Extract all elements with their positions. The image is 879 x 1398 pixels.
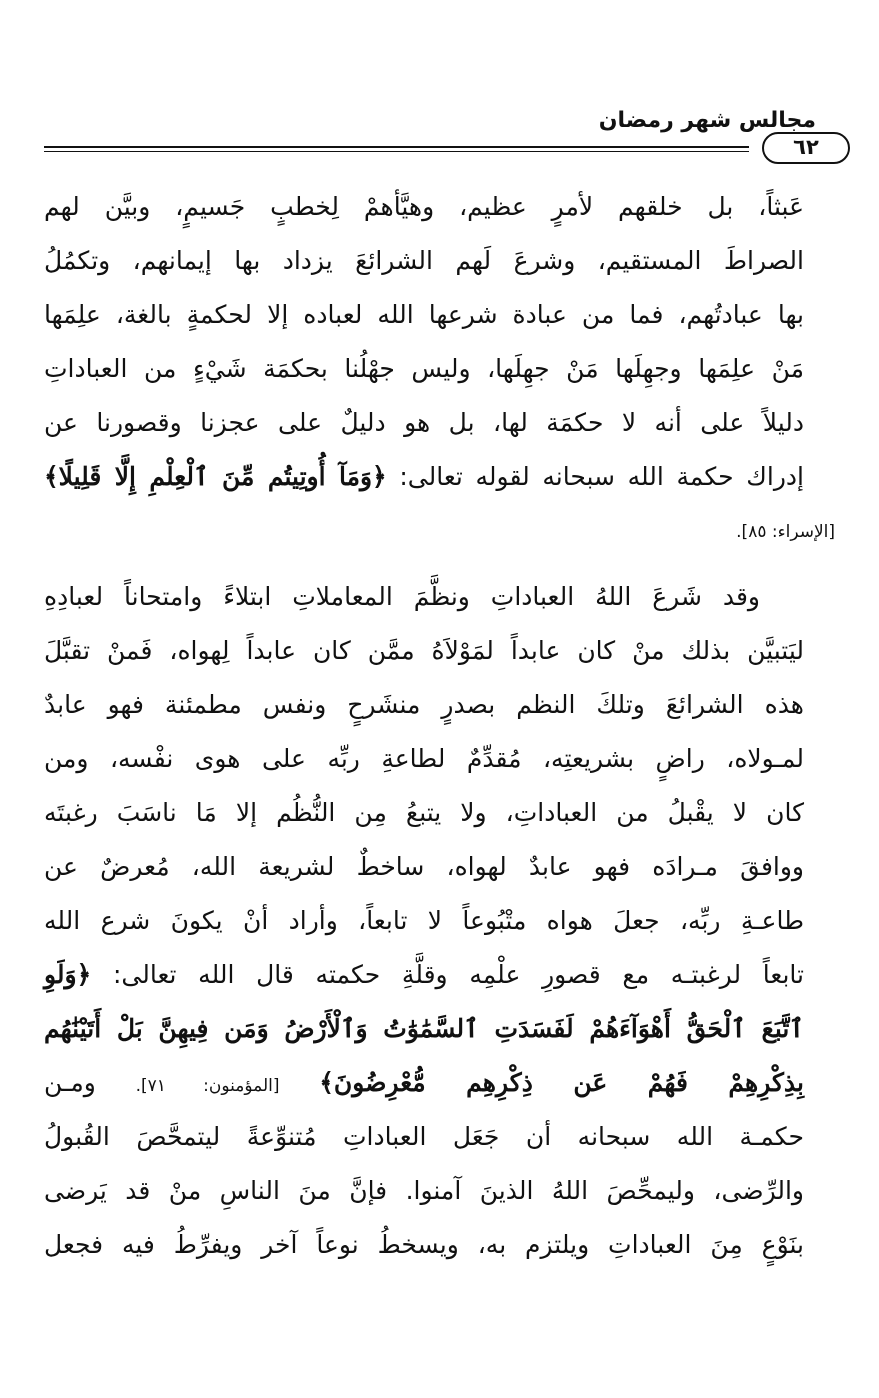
quran-verse-line: ٱتَّبَعَ ٱلْحَقُّ أَهْوَآءَهُمْ لَفَسَدَتِ ٱلسَّمَٰوَٰتُ وَٱلْأَرْضُ وَمَن فِيهِنَّ بَلْ أَتَيْنَٰهُم — [44, 1014, 804, 1043]
quran-verse: ﴿وَمَآ أُوتِيتُم مِّنَ ٱلْعِلْمِ إِلَّا قَلِيلًا﴾ — [44, 462, 387, 491]
text-line — [44, 450, 804, 504]
text-line: مَنْ علِمَها وجهِلَها مَنْ جهِلَها، وليس جهْلُنا بحكمَة شَيْءٍ من العباداتِ — [44, 354, 804, 383]
page-number: ٦٢ — [762, 132, 850, 164]
paragraph-2 — [44, 570, 804, 1272]
running-title: مجالس شهر رمضان — [598, 108, 816, 133]
verse-reference: [المؤمنون: ٧١]. — [135, 1076, 280, 1096]
text-line — [44, 948, 804, 1002]
quran-verse: بِذِكْرِهِمْ فَهُمْ عَن ذِكْرِهِم مُّعْرِضُونَ﴾ — [319, 1068, 805, 1097]
text-line: الصراطَ المستقيم، وشرعَ لَهم الشرائعَ يزداد بها إيمانهم، وتكمُلُ — [44, 246, 804, 275]
text-line: عَبثاً، بل خلقهم لأمرٍ عظيم، وهيَّأهمْ لِخطبٍ جَسيمٍ، وبيَّن لهم — [44, 192, 804, 221]
text-line: وقد شَرعَ اللهُ العباداتِ ونظَّمَ المعاملاتِ ابتلاءً وامتحاناً لعبادِهِ — [44, 582, 760, 611]
page-header — [44, 108, 850, 168]
text-line: بها عبادتُهم، فما من عبادة شرعها الله لعباده إلا لحكمةٍ بالغة، علِمَها — [44, 300, 804, 329]
text-line: طاعـةِ ربِّه، جعلَ هواه متْبُوعاً لا تابعاً، وأراد أنْ يكونَ شرع الله — [44, 906, 804, 935]
text-line: دليلاً على أنه لا حكمَة لها، بل هو دليلٌ على عجزنا وقصورنا عن — [44, 408, 804, 437]
text-line: حكمـة الله سبحانه أن جَعَل العباداتِ مُتنوِّعةً ليتمحَّصَ القُبولُ — [44, 1122, 804, 1151]
text-line — [44, 1056, 804, 1110]
verse-reference: [الإسراء: ٨٥]. — [736, 522, 835, 542]
text-line: بنَوْعٍ مِنَ العباداتِ ويلتزم به، ويسخطُ نوعاً آخر ويفرِّطُ فيه فجعل — [44, 1230, 804, 1259]
text-segment: ومـن — [44, 1068, 96, 1097]
quran-verse: ﴿وَلَوِ — [44, 960, 92, 989]
text-line: ليَتبيَّن بذلك منْ كان عابداً لمَوْلاَهُ ممَّن كان عابداً لِهواه، فَمنْ تقبَّلَ — [44, 636, 804, 665]
text-line: والرِّضى، وليمحِّصَ اللهُ الذينَ آمنوا. فإنَّ منَ الناسِ منْ قد يَرضى — [44, 1176, 804, 1205]
text-segment: تابعاً لرغبتـه مع قصورِ علْمِه وقلَّةِ حكمته قال الله تعالى: — [112, 960, 804, 989]
text-line: لمـولاه، راضٍ بشريعتِه، مُقدِّمٌ لطاعةِ ربِّه على هوى نفْسه، ومن — [44, 744, 804, 773]
paragraph-1 — [44, 180, 804, 504]
text-segment: إدراك حكمة الله سبحانه لقوله تعالى: — [399, 462, 804, 491]
text-line: كان لا يقْبلُ من العباداتِ، ولا يتبعُ مِن النُّظُم إلا مَا ناسَبَ رغبتَه — [44, 798, 804, 827]
header-rule — [44, 146, 749, 152]
text-line: ووافقَ مـرادَه فهو عابدٌ لهواه، ساخطٌ لشريعة الله، مُعرضٌ عن — [44, 852, 804, 881]
text-line: هذه الشرائعَ وتلكَ النظم بصدرٍ منشَرحٍ ونفس مطمئنة فهو عابدٌ — [44, 690, 804, 719]
